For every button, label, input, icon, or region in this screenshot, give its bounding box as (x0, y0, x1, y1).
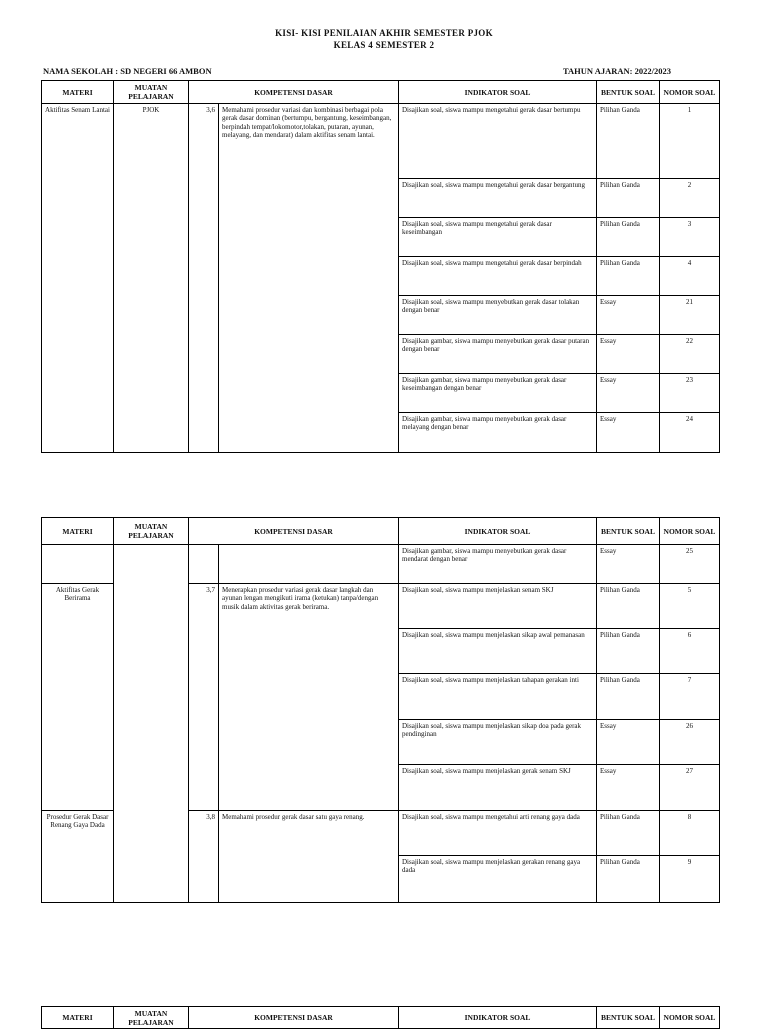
indikator-cell: Disajikan soal, siswa mampu mengetahui gerak dasar bergantung (399, 179, 597, 218)
bentuk-cell: Pilihan Ganda (597, 257, 660, 296)
materi-cell: Aktifitas Gerak Berirama (42, 584, 114, 811)
col-indikator: INDIKATOR SOAL (399, 518, 597, 545)
bentuk-cell: Pilihan Ganda (597, 218, 660, 257)
indikator-cell: Disajikan soal, siswa mampu mengetahui gerak dasar keseimbangan (399, 218, 597, 257)
kisi-table-3 (41, 1006, 720, 1029)
indikator-cell: Disajikan soal, siswa mampu menjelaskan gerak senam SKJ (399, 765, 597, 811)
nomor-cell: 8 (660, 811, 720, 856)
academic-year: TAHUN AJARAN: 2022/2023 (563, 66, 671, 76)
nomor-cell: 27 (660, 765, 720, 811)
indikator-cell: Disajikan soal, siswa mampu menyebutkan gerak dasar tolakan dengan benar (399, 296, 597, 335)
nomor-cell: 6 (660, 629, 720, 674)
col-indikator: INDIKATOR SOAL (399, 81, 597, 104)
kisi-table-2 (41, 517, 720, 903)
table-row (42, 545, 720, 584)
table-header-row (42, 1007, 720, 1029)
indikator-cell: Disajikan soal, siswa mampu menjelaskan gerakan renang gaya dada (399, 856, 597, 903)
bentuk-cell: Pilihan Ganda (597, 179, 660, 218)
nomor-cell: 23 (660, 374, 720, 413)
indikator-cell: Disajikan soal, siswa mampu menjelaskan tahapan gerakan inti (399, 674, 597, 720)
indikator-cell: Disajikan soal, siswa mampu menjelaskan sikap doa pada gerak pendinginan (399, 720, 597, 765)
kd-text: Menerapkan prosedur variasi gerak dasar langkah dan ayunan lengan mengikuti irama (ketukan) tanpa/dengan musik dalam aktivitas gerak berirama. (219, 584, 399, 811)
col-kompetensi: KOMPETENSI DASAR (189, 1007, 399, 1029)
col-bentuk: BENTUK SOAL (597, 518, 660, 545)
document-subtitle: KELAS 4 SEMESTER 2 (333, 40, 435, 50)
col-bentuk: BENTUK SOAL (597, 81, 660, 104)
nomor-cell: 5 (660, 584, 720, 629)
indikator-cell: Disajikan gambar, siswa mampu menyebutkan gerak dasar putaran dengan benar (399, 335, 597, 374)
col-nomor: NOMOR SOAL (660, 81, 720, 104)
bentuk-cell: Essay (597, 296, 660, 335)
bentuk-cell: Pilihan Ganda (597, 584, 660, 629)
nomor-cell: 26 (660, 720, 720, 765)
col-indikator: INDIKATOR SOAL (399, 1007, 597, 1029)
col-nomor: NOMOR SOAL (660, 1007, 720, 1029)
indikator-cell: Disajikan soal, siswa mampu mengetahui arti renang gaya dada (399, 811, 597, 856)
col-kompetensi: KOMPETENSI DASAR (189, 518, 399, 545)
nomor-cell: 22 (660, 335, 720, 374)
bentuk-cell: Essay (597, 545, 660, 584)
nomor-cell: 4 (660, 257, 720, 296)
bentuk-cell: Pilihan Ganda (597, 856, 660, 903)
bentuk-cell: Essay (597, 765, 660, 811)
kisi-table-1 (41, 80, 720, 453)
nomor-cell: 7 (660, 674, 720, 720)
bentuk-cell: Pilihan Ganda (597, 811, 660, 856)
bentuk-cell: Essay (597, 335, 660, 374)
indikator-cell: Disajikan soal, siswa mampu menjelaskan sikap awal pemanasan (399, 629, 597, 674)
col-kompetensi: KOMPETENSI DASAR (189, 81, 399, 104)
col-materi: MATERI (42, 518, 114, 545)
muatan-cell (114, 545, 189, 903)
kd-number: 3,6 (189, 104, 219, 453)
bentuk-cell: Essay (597, 720, 660, 765)
kd-text: Memahami prosedur variasi dan kombinasi berbagai pola gerak dasar dominan (bertumpu, bergantung, keseimbangan, berpindah tempat/lokomotor,tolakan, putaran, ayunan, melayang, dan mendarat) dalam aktifitas senam lantai. (219, 104, 399, 453)
col-muatan: MUATAN PELAJARAN (114, 1007, 189, 1029)
kd-number: 3,8 (189, 811, 219, 903)
indikator-cell: Disajikan gambar, siswa mampu menyebutkan gerak dasar mendarat dengan benar (399, 545, 597, 584)
col-materi: MATERI (42, 81, 114, 104)
indikator-cell: Disajikan soal, siswa mampu mengetahui gerak dasar bertumpu (399, 104, 597, 179)
nomor-cell: 2 (660, 179, 720, 218)
indikator-cell: Disajikan soal, siswa mampu menjelaskan senam SKJ (399, 584, 597, 629)
nomor-cell: 21 (660, 296, 720, 335)
kd-number: 3,7 (189, 584, 219, 811)
school-name: NAMA SEKOLAH : SD NEGERI 66 AMBON (43, 66, 212, 76)
kd-text (219, 545, 399, 584)
bentuk-cell: Pilihan Ganda (597, 629, 660, 674)
nomor-cell: 9 (660, 856, 720, 903)
materi-cell (42, 545, 114, 584)
kd-text: Memahami prosedur gerak dasar satu gaya renang. (219, 811, 399, 903)
kd-number (189, 545, 219, 584)
col-muatan: MUATAN PELAJARAN (114, 81, 189, 104)
table-row (42, 104, 720, 179)
materi-cell: Aktifitas Senam Lantai (42, 104, 114, 453)
table-header-row (42, 81, 720, 104)
nomor-cell: 3 (660, 218, 720, 257)
bentuk-cell: Pilihan Ganda (597, 674, 660, 720)
document-title: KISI- KISI PENILAIAN AKHIR SEMESTER PJOK (275, 28, 493, 38)
bentuk-cell: Pilihan Ganda (597, 104, 660, 179)
col-bentuk: BENTUK SOAL (597, 1007, 660, 1029)
nomor-cell: 25 (660, 545, 720, 584)
indikator-cell: Disajikan gambar, siswa mampu menyebutkan gerak dasar keseimbangan dengan benar (399, 374, 597, 413)
indikator-cell: Disajikan soal, siswa mampu mengetahui gerak dasar berpindah (399, 257, 597, 296)
materi-cell: Prosedur Gerak Dasar Renang Gaya Dada (42, 811, 114, 903)
bentuk-cell: Essay (597, 374, 660, 413)
indikator-cell: Disajikan gambar, siswa mampu menyebutkan gerak dasar melayang dengan benar (399, 413, 597, 453)
bentuk-cell: Essay (597, 413, 660, 453)
col-nomor: NOMOR SOAL (660, 518, 720, 545)
col-materi: MATERI (42, 1007, 114, 1029)
nomor-cell: 24 (660, 413, 720, 453)
muatan-cell: PJOK (114, 104, 189, 453)
nomor-cell: 1 (660, 104, 720, 179)
table-header-row (42, 518, 720, 545)
col-muatan: MUATAN PELAJARAN (114, 518, 189, 545)
